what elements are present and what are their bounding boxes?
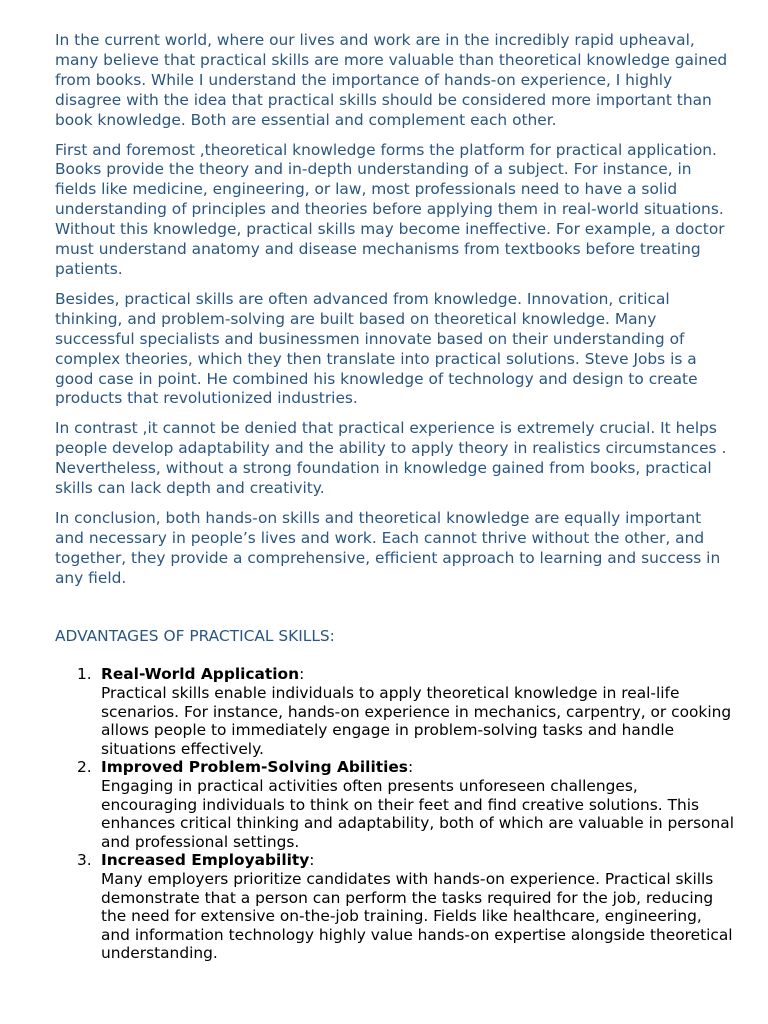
list-item-title: Improved Problem-Solving Abilities: [101, 758, 408, 777]
list-item-number: 3.: [77, 851, 92, 870]
list-item-colon: :: [299, 665, 305, 684]
paragraph-intro: In the current world, where our lives and work are in the incredibly rapid upheaval, many believe that practical skills are more valuable than theoretical knowledge gained from books. While I understand the importance of hands-on experience, I highly disagree with the idea that practical skills should be considered more important than book knowledge. Both are essential and complement each other.: [55, 31, 728, 129]
list-item-number: 1.: [77, 665, 92, 684]
document-page: [55, 31, 735, 963]
list-item: [55, 665, 735, 758]
list-item-title: Real-World Application: [101, 665, 300, 684]
paragraph-first-argument: First and foremost ,theoretical knowledge forms the platform for practical application. Books provide the theory and in-depth understanding of a subject. For instance, in fields like medicine, engineering, or law, most professionals need to have a solid understanding of principles and theories before applying them in real-world situations. Without this knowledge, practical skills may become ineffective. For example, a doctor must understand anatomy and disease mechanisms from textbooks before treating patients.: [55, 140, 725, 278]
advantages-list: [55, 665, 735, 963]
list-item-description: Practical skills enable individuals to apply theoretical knowledge in real-life scenarios. For instance, hands-on experience in mechanics, carpentry, or cooking allows people to immediately engage in problem-solving tasks and handle situations effectively.: [101, 684, 732, 758]
list-item-colon: :: [309, 851, 315, 870]
list-item-description: Many employers prioritize candidates with hands-on experience. Practical skills demonstrate that a person can perform the tasks required for the job, reducing the need for extensive on-the-job training. Fields like healthcare, engineering, and information technology highly value hands-on expertise alongside theoretical understanding.: [101, 870, 733, 963]
list-item: [55, 758, 735, 851]
list-item-title: Increased Employability: [101, 851, 310, 870]
paragraph-conclusion: In conclusion, both hands-on skills and theoretical knowledge are equally important and necessary in people’s lives and work. Each cannot thrive without the other, and together, they provide a comprehensive, efficient approach to learning and success in any field.: [55, 508, 721, 587]
paragraph-counterargument: In contrast ,it cannot be denied that practical experience is extremely crucial. It helps people develop adaptability and the ability to apply theory in realistics circumstances . Nevertheless, without a strong foundation in knowledge gained from books, practical skills can lack depth and creativity.: [55, 419, 727, 498]
list-item-number: 2.: [77, 758, 92, 777]
advantages-heading: ADVANTAGES OF PRACTICAL SKILLS:: [55, 626, 335, 645]
list-item-colon: :: [407, 758, 414, 777]
paragraph-second-argument: Besides, practical skills are often advanced from knowledge. Innovation, critical thinking, and problem-solving are built based on theoretical knowledge. Many successful specialists and businessmen innovate based on their understanding of complex theories, which they then translate into practical solutions. Steve Jobs is a good case in point. He combined his knowledge of technology and design to create products that revolutionized industries.: [55, 289, 698, 408]
list-item: [55, 851, 735, 963]
list-item-description: Engaging in practical activities often presents unforeseen challenges, encouraging individuals to think on their feet and find creative solutions. This enhances critical thinking and adaptability, both of which are valuable in personal and professional settings.: [101, 777, 734, 851]
